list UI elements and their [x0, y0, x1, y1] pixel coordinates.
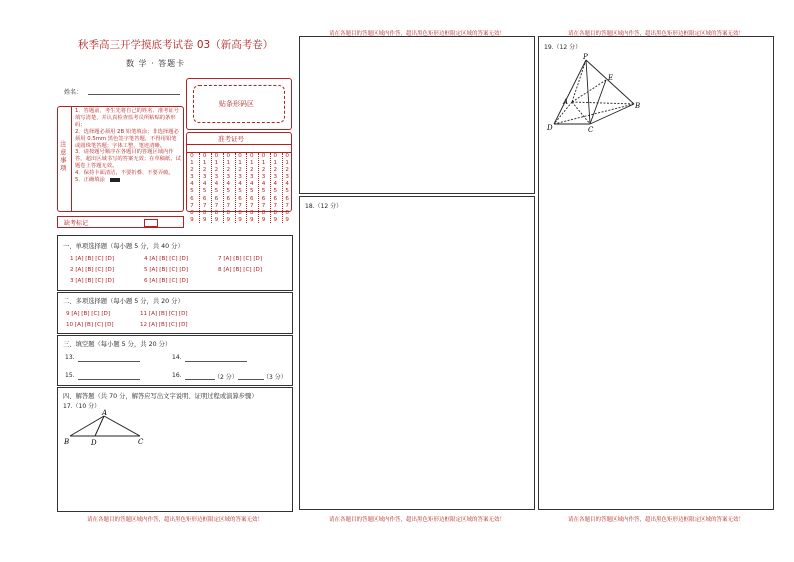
exam-id-bubble[interactable]: 1: [285, 160, 289, 167]
vertex-label-c: C: [588, 126, 594, 134]
exam-id-bubble[interactable]: 7: [261, 202, 266, 209]
page-subtitle: 数 学 · 答题卡: [126, 59, 186, 68]
vertex-label-e: E: [608, 74, 614, 82]
exam-id-bubble[interactable]: 2: [238, 167, 242, 174]
section3-title: 三、填空题（每小题 5 分，共 20 分）: [63, 341, 172, 348]
exam-id-bubble[interactable]: 0: [214, 153, 219, 159]
exam-id-bubble[interactable]: 2: [226, 167, 230, 174]
exam-id-bubble[interactable]: 1: [273, 160, 278, 167]
exam-id-bubble[interactable]: 2: [273, 167, 278, 174]
exam-id-bubble[interactable]: 8: [226, 209, 230, 216]
q16-label: 16.: [172, 372, 182, 379]
exam-id-bubble[interactable]: 0: [261, 153, 266, 159]
answer-choice[interactable]: 11 [A] [B] [C] [D]: [140, 311, 188, 317]
note-item: 2．选择题必须用 2B 铅笔填涂；非选择题必须用 0.5mm 黑色签字笔答题，不得用铅笔或圆珠笔答题；字体工整、笔迹清晰。: [75, 128, 179, 149]
exam-id-bubble[interactable]: 0: [249, 153, 254, 159]
exam-id-digit-column: [282, 153, 292, 223]
vertex-label-a: A: [563, 98, 569, 106]
exam-id-bubble[interactable]: 7: [285, 202, 289, 209]
exam-id-digit-column: [270, 153, 280, 223]
exam-id-bubble[interactable]: 6: [273, 195, 278, 202]
note-item: [75, 177, 181, 184]
answer-choice[interactable]: 12 [A] [B] [C] [D]: [140, 322, 188, 328]
exam-id-bubble[interactable]: 2: [202, 167, 207, 174]
exam-id-bubble[interactable]: 9: [214, 216, 219, 223]
exam-id-bubble[interactable]: 4: [190, 181, 194, 188]
q13-blank[interactable]: [78, 361, 140, 362]
absent-label: 缺考标记: [64, 220, 89, 227]
q15-label: 15.: [65, 372, 75, 379]
exam-id-bubble[interactable]: 8: [214, 209, 219, 216]
exam-id-bubble[interactable]: 6: [285, 195, 289, 202]
exam-id-bubble[interactable]: 4: [249, 181, 254, 188]
exam-id-bubble[interactable]: 1: [238, 160, 242, 167]
exam-id-bubble[interactable]: 0: [285, 153, 289, 159]
exam-id-digit-column: [187, 153, 196, 223]
answer-choice[interactable]: 5 [A] [B] [C] [D]: [144, 267, 189, 273]
exam-id-bubble[interactable]: 7: [202, 202, 207, 209]
exam-id-bubble[interactable]: 4: [214, 181, 219, 188]
vertex-label-d: D: [91, 439, 97, 447]
segment-ac: [572, 102, 590, 124]
exam-id-bubble[interactable]: 3: [285, 174, 289, 181]
note-item-label: 5．正确填涂: [75, 177, 105, 184]
exam-id-bubble[interactable]: 9: [285, 216, 289, 223]
exam-id-bubble[interactable]: 7: [190, 202, 194, 209]
exam-id-bubble[interactable]: 0: [202, 153, 207, 159]
exam-id-bubble[interactable]: 9: [238, 216, 242, 223]
exam-id-bubble[interactable]: 6: [214, 195, 219, 202]
notice-col1-bottom: 请在各题目的答题区域内作答，超出黑色矩形边框限定区域的答案无效！: [86, 517, 263, 523]
exam-id-bubble[interactable]: 9: [273, 216, 278, 223]
q18-label: 18.（12 分）: [305, 203, 343, 210]
exam-id-bubble[interactable]: 7: [273, 202, 278, 209]
section4-title: 四、解答题（共 70 分，解答应写出文字说明、证明过程或演算步骤）: [63, 393, 258, 400]
notice-col2-bottom: 请在各题目的答题区域内作答，超出黑色矩形边框限定区域的答案无效！: [328, 517, 505, 523]
barcode-label: 贴条形码区: [219, 100, 254, 108]
exam-id-bubble[interactable]: 5: [238, 188, 242, 195]
exam-id-bubble[interactable]: 1: [214, 160, 219, 167]
q18-box: [299, 196, 535, 510]
exam-id-digit-column: [258, 153, 268, 223]
note-item: 3．请按题号顺序在各题目的答题区域内作答，超出区域书写的答案无效；在草稿纸、试题卷上答题无效。: [75, 149, 181, 170]
exam-id-bubble[interactable]: 1: [202, 160, 207, 167]
exam-id-bubble[interactable]: 6: [202, 195, 207, 202]
q14-blank[interactable]: [185, 361, 247, 362]
notice-col3-top: 请在各题目的答题区域内作答，超出黑色矩形边框限定区域的答案无效！: [567, 31, 744, 37]
filled-mark-sample: [110, 178, 120, 182]
answer-choice[interactable]: 8 [A] [B] [C] [D]: [218, 267, 263, 273]
exam-id-bubble[interactable]: 8: [238, 209, 242, 216]
vertex-label-a: A: [102, 409, 108, 417]
notes-list: [75, 108, 181, 184]
exam-id-bubble[interactable]: 8: [190, 209, 194, 216]
exam-id-bubble[interactable]: 5: [261, 188, 266, 195]
segment-ae: [572, 80, 606, 102]
exam-id-bubble[interactable]: 4: [273, 181, 278, 188]
exam-id-header-row: [186, 144, 292, 145]
vertex-label-d: D: [547, 124, 553, 132]
q19-pyramid-figure: [544, 52, 644, 134]
notice-col3-bottom: 请在各题目的答题区域内作答，超出黑色矩形边框限定区域的答案无效！: [567, 517, 744, 523]
exam-id-bubble[interactable]: 3: [190, 174, 194, 181]
exam-id-digit-column: [235, 153, 245, 223]
exam-id-bubble[interactable]: 6: [261, 195, 266, 202]
section1-title: 一、单项选择题（每小题 5 分，共 40 分）: [63, 243, 184, 250]
exam-id-bubble[interactable]: 2: [249, 167, 254, 174]
exam-id-bubble[interactable]: 9: [261, 216, 266, 223]
segment-ab: [70, 416, 104, 436]
exam-id-bubble[interactable]: 0: [226, 153, 230, 159]
exam-id-bubble[interactable]: 9: [226, 216, 230, 223]
exam-id-bubble[interactable]: 2: [190, 167, 194, 174]
exam-id-bubble[interactable]: 8: [285, 209, 289, 216]
exam-id-bubble[interactable]: 1: [190, 160, 194, 167]
exam-id-bubble[interactable]: 8: [202, 209, 207, 216]
exam-id-bubble[interactable]: 9: [249, 216, 254, 223]
exam-id-bubble[interactable]: 0: [238, 153, 242, 159]
notes-divider: [71, 106, 72, 212]
exam-id-bubble[interactable]: 4: [261, 181, 266, 188]
exam-id-digit-column: [246, 153, 256, 223]
answer-choice[interactable]: 7 [A] [B] [C] [D]: [218, 256, 263, 262]
exam-id-bubble[interactable]: 5: [214, 188, 219, 195]
exam-id-bubble[interactable]: 3: [214, 174, 219, 181]
exam-id-bubble[interactable]: 5: [249, 188, 254, 195]
exam-id-bubble[interactable]: 4: [226, 181, 230, 188]
exam-id-bubble[interactable]: 8: [273, 209, 278, 216]
q17-triangle-figure: [60, 406, 160, 448]
exam-id-digit-column: [211, 153, 221, 223]
exam-id-bubble[interactable]: 2: [214, 167, 219, 174]
exam-id-bubble[interactable]: 5: [273, 188, 278, 195]
exam-id-bubble[interactable]: 7: [238, 202, 242, 209]
exam-id-bubble[interactable]: 7: [214, 202, 219, 209]
q14-label: 14.: [172, 354, 182, 361]
edge-pa: [572, 60, 586, 102]
vertex-label-b: B: [64, 438, 70, 446]
exam-id-bubble[interactable]: 5: [226, 188, 230, 195]
exam-id-bubble[interactable]: 7: [226, 202, 230, 209]
vertex-label-c: C: [138, 438, 144, 446]
section2-title: 二、多项选择题（每小题 5 分，共 20 分）: [63, 298, 184, 305]
exam-id-digit-column: [223, 153, 233, 223]
q16-blank-1[interactable]: [185, 379, 215, 380]
exam-id-bubble[interactable]: 4: [202, 181, 207, 188]
exam-id-bubble[interactable]: 6: [249, 195, 254, 202]
exam-id-bubble[interactable]: 9: [202, 216, 207, 223]
q16-part2-score: （3 分）: [263, 374, 287, 381]
exam-id-bubble[interactable]: 3: [202, 174, 207, 181]
answer-choice[interactable]: 4 [A] [B] [C] [D]: [144, 256, 189, 262]
exam-id-bubble[interactable]: 4: [285, 181, 289, 188]
vertex-label-b: B: [635, 102, 641, 110]
exam-id-bubble[interactable]: 0: [273, 153, 278, 159]
segment-ac: [104, 416, 140, 436]
answer-choice[interactable]: 9 [A] [B] [C] [D]: [66, 311, 111, 317]
page-title: 秋季高三开学摸底考试卷 03（新高考卷）: [78, 39, 274, 51]
q16-part1-score: （2 分）: [214, 374, 238, 381]
exam-id-bubble[interactable]: 8: [249, 209, 254, 216]
exam-id-bubble[interactable]: 3: [273, 174, 278, 181]
answer-choice[interactable]: 2 [A] [B] [C] [D]: [70, 267, 115, 273]
absent-checkbox[interactable]: [144, 219, 158, 227]
notice-col2-top: 请在各题目的答题区域内作答，超出黑色矩形边框限定区域的答案无效！: [328, 31, 505, 37]
edge-pb: [586, 60, 634, 104]
exam-id-bubble[interactable]: 5: [190, 188, 194, 195]
exam-id-bubble[interactable]: 3: [226, 174, 230, 181]
exam-id-bubble[interactable]: 2: [261, 167, 266, 174]
exam-id-bubble[interactable]: 3: [238, 174, 242, 181]
exam-id-bubble[interactable]: 9: [190, 216, 194, 223]
exam-id-bubble[interactable]: 0: [190, 153, 194, 159]
q13-label: 13.: [65, 354, 75, 361]
q19-label: 19.（12 分）: [544, 44, 582, 51]
edge-pd: [554, 60, 586, 124]
exam-id-digit-column: [199, 153, 209, 223]
vertex-label-p: P: [583, 53, 588, 61]
note-item: 4．保持卡面清洁，不要折叠、不要弄破。: [75, 170, 174, 177]
exam-id-bubble[interactable]: 1: [226, 160, 230, 167]
q17-label: 17.（10 分）: [63, 403, 101, 410]
exam-id-bubble[interactable]: 2: [285, 167, 289, 174]
exam-id-label: 准考证号: [218, 135, 244, 143]
name-field[interactable]: [88, 94, 180, 95]
answer-choice[interactable]: 1 [A] [B] [C] [D]: [70, 256, 115, 262]
exam-id-bubble[interactable]: 1: [261, 160, 266, 167]
exam-id-bubble[interactable]: 6: [226, 195, 230, 202]
answer-choice[interactable]: 10 [A] [B] [C] [D]: [66, 322, 114, 328]
exam-id-bubble[interactable]: 5: [285, 188, 289, 195]
q16-blank-2[interactable]: [238, 379, 264, 380]
q15-blank[interactable]: [78, 379, 140, 380]
exam-id-bubble[interactable]: 6: [190, 195, 194, 202]
exam-id-bubble[interactable]: 4: [238, 181, 242, 188]
exam-id-bubble[interactable]: 8: [261, 209, 266, 216]
name-label: 姓名：: [64, 89, 83, 96]
note-item: 1．答题前，考生先将自己的姓名、准考证号填写清楚，并认真检查监考员所粘贴的条形码；: [75, 108, 180, 128]
notes-side-label: 注意事项: [60, 140, 67, 172]
answer-choice[interactable]: 6 [A] [B] [C] [D]: [144, 278, 189, 284]
q17-continued-box: [299, 36, 535, 194]
exam-id-bubble[interactable]: 3: [249, 174, 254, 181]
exam-id-bubble[interactable]: 7: [249, 202, 254, 209]
exam-id-bubble[interactable]: 3: [261, 174, 266, 181]
exam-id-bubble[interactable]: 6: [238, 195, 242, 202]
exam-id-bubble[interactable]: 5: [202, 188, 207, 195]
exam-id-bubble[interactable]: 1: [249, 160, 254, 167]
edge-ab: [572, 102, 634, 104]
answer-choice[interactable]: 3 [A] [B] [C] [D]: [70, 278, 115, 284]
